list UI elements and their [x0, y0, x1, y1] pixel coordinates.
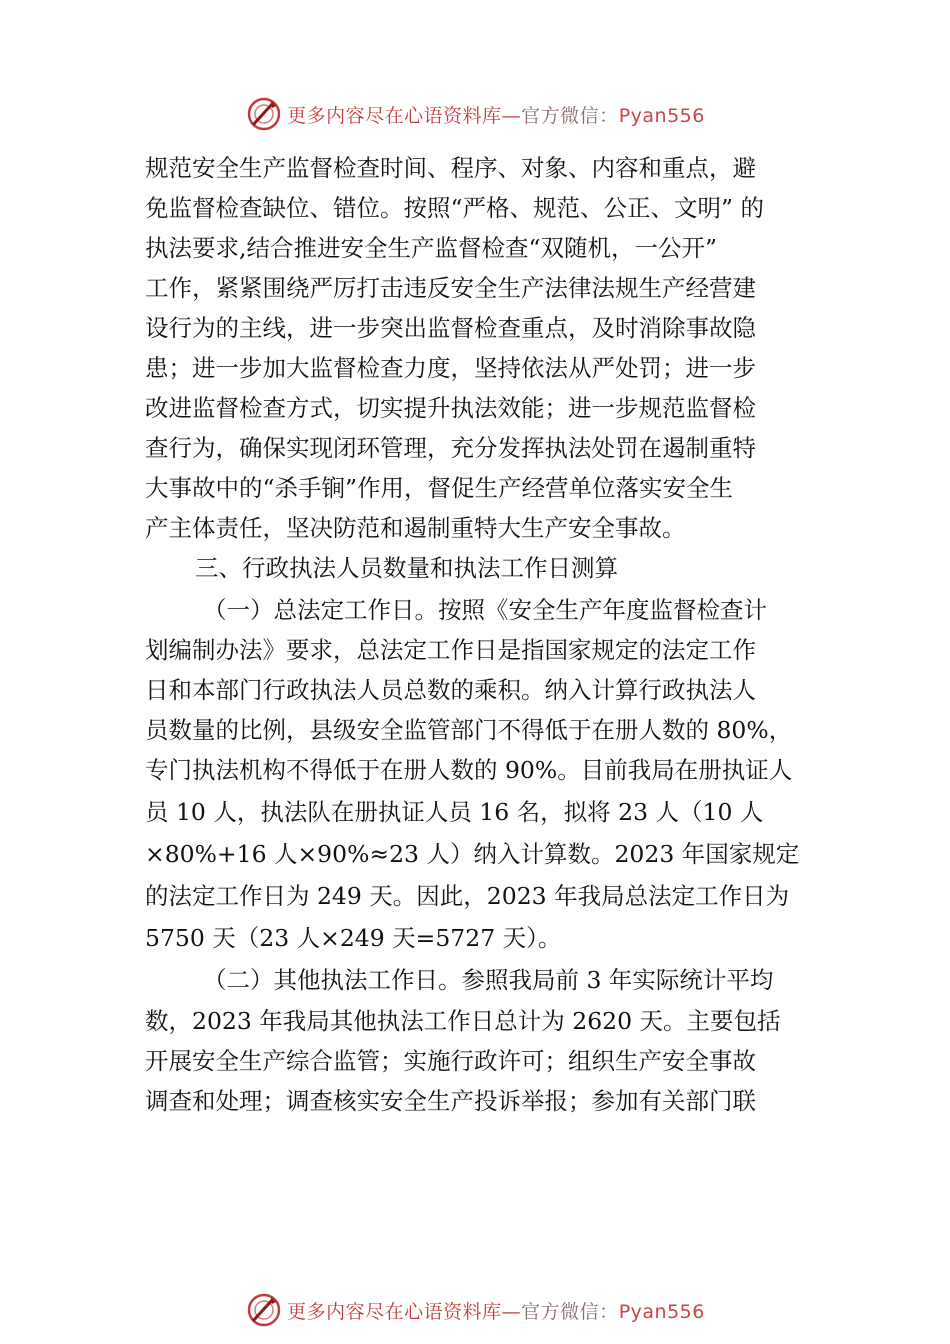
body-line: 调查和处理；调查核实安全生产投诉举报；参加有关部门联	[145, 1087, 756, 1115]
body-line: 免监督检查缺位、错位。按照“严格、规范、公正、文明” 的	[145, 194, 764, 222]
subsection-heading-line: （一）总法定工作日。按照《安全生产年度监督检查计	[203, 596, 767, 624]
body-line: 患；进一步加大监督检查力度，坚持依法从严处罚；进一步	[145, 354, 756, 382]
body-line: 划编制办法》要求，总法定工作日是指国家规定的法定工作	[145, 636, 756, 664]
brand-logo-icon	[245, 1291, 283, 1329]
watermark-account: Pyan556	[618, 104, 705, 127]
body-line: 员 10 人，执法队在册执证人员 16 名，拟将 23 人（10 人	[145, 798, 764, 826]
body-line: 日和本部门行政执法人员总数的乘积。纳入计算行政执法人	[145, 676, 756, 704]
subsection-heading-line: （二）其他执法工作日。参照我局前 3 年实际统计平均	[203, 966, 774, 994]
body-line: 专门执法机构不得低于在册人数的 90%。目前我局在册执证人	[145, 756, 793, 784]
header-watermark	[0, 94, 950, 134]
watermark-text	[287, 1297, 705, 1324]
body-line: 设行为的主线，进一步突出监督检查重点，及时消除事故隐	[145, 314, 756, 342]
body-line: 的法定工作日为 249 天。因此，2023 年我局总法定工作日为	[145, 882, 790, 910]
brand-logo-icon	[245, 95, 283, 133]
watermark-text	[287, 101, 705, 128]
watermark-brand: 更多内容尽在心语资料库	[287, 1300, 502, 1323]
watermark-brand: 更多内容尽在心语资料库	[287, 104, 502, 127]
body-line: 规范安全生产监督检查时间、程序、对象、内容和重点，避	[145, 154, 756, 182]
watermark-wechat-label: 官方微信：	[521, 104, 619, 127]
watermark-wechat-label: 官方微信：	[521, 1300, 619, 1323]
footer-watermark	[0, 1290, 950, 1330]
body-line: 大事故中的“杀手锏”作用，督促生产经营单位落实安全生	[145, 474, 734, 502]
body-line: 改进监督检查方式，切实提升执法效能；进一步规范监督检	[145, 394, 756, 422]
watermark-account: Pyan556	[618, 1300, 705, 1323]
body-line: 工作，紧紧围绕严厉打击违反安全生产法律法规生产经营建	[145, 274, 756, 302]
body-line: 产主体责任，坚决防范和遏制重特大生产安全事故。	[145, 514, 686, 542]
body-line: 数，2023 年我局其他执法工作日总计为 2620 天。主要包括	[145, 1007, 781, 1035]
watermark-dash: —	[501, 1300, 522, 1323]
body-line: 员数量的比例，县级安全监管部门不得低于在册人数的 80%，	[145, 716, 793, 744]
watermark-dash: —	[501, 104, 522, 127]
body-line: ×80%+16 人×90%≈23 人）纳入计算数。2023 年国家规定	[145, 840, 800, 868]
body-line: 执法要求,结合推进安全生产监督检查“双随机，一公开”	[145, 234, 717, 262]
body-line: 开展安全生产综合监管；实施行政许可；组织生产安全事故	[145, 1047, 756, 1075]
body-line: 查行为，确保实现闭环管理，充分发挥执法处罚在遏制重特	[145, 434, 756, 462]
section-heading: 三、行政执法人员数量和执法工作日测算	[195, 554, 618, 582]
body-line: 5750 天（23 人×249 天=5727 天）。	[145, 924, 562, 952]
